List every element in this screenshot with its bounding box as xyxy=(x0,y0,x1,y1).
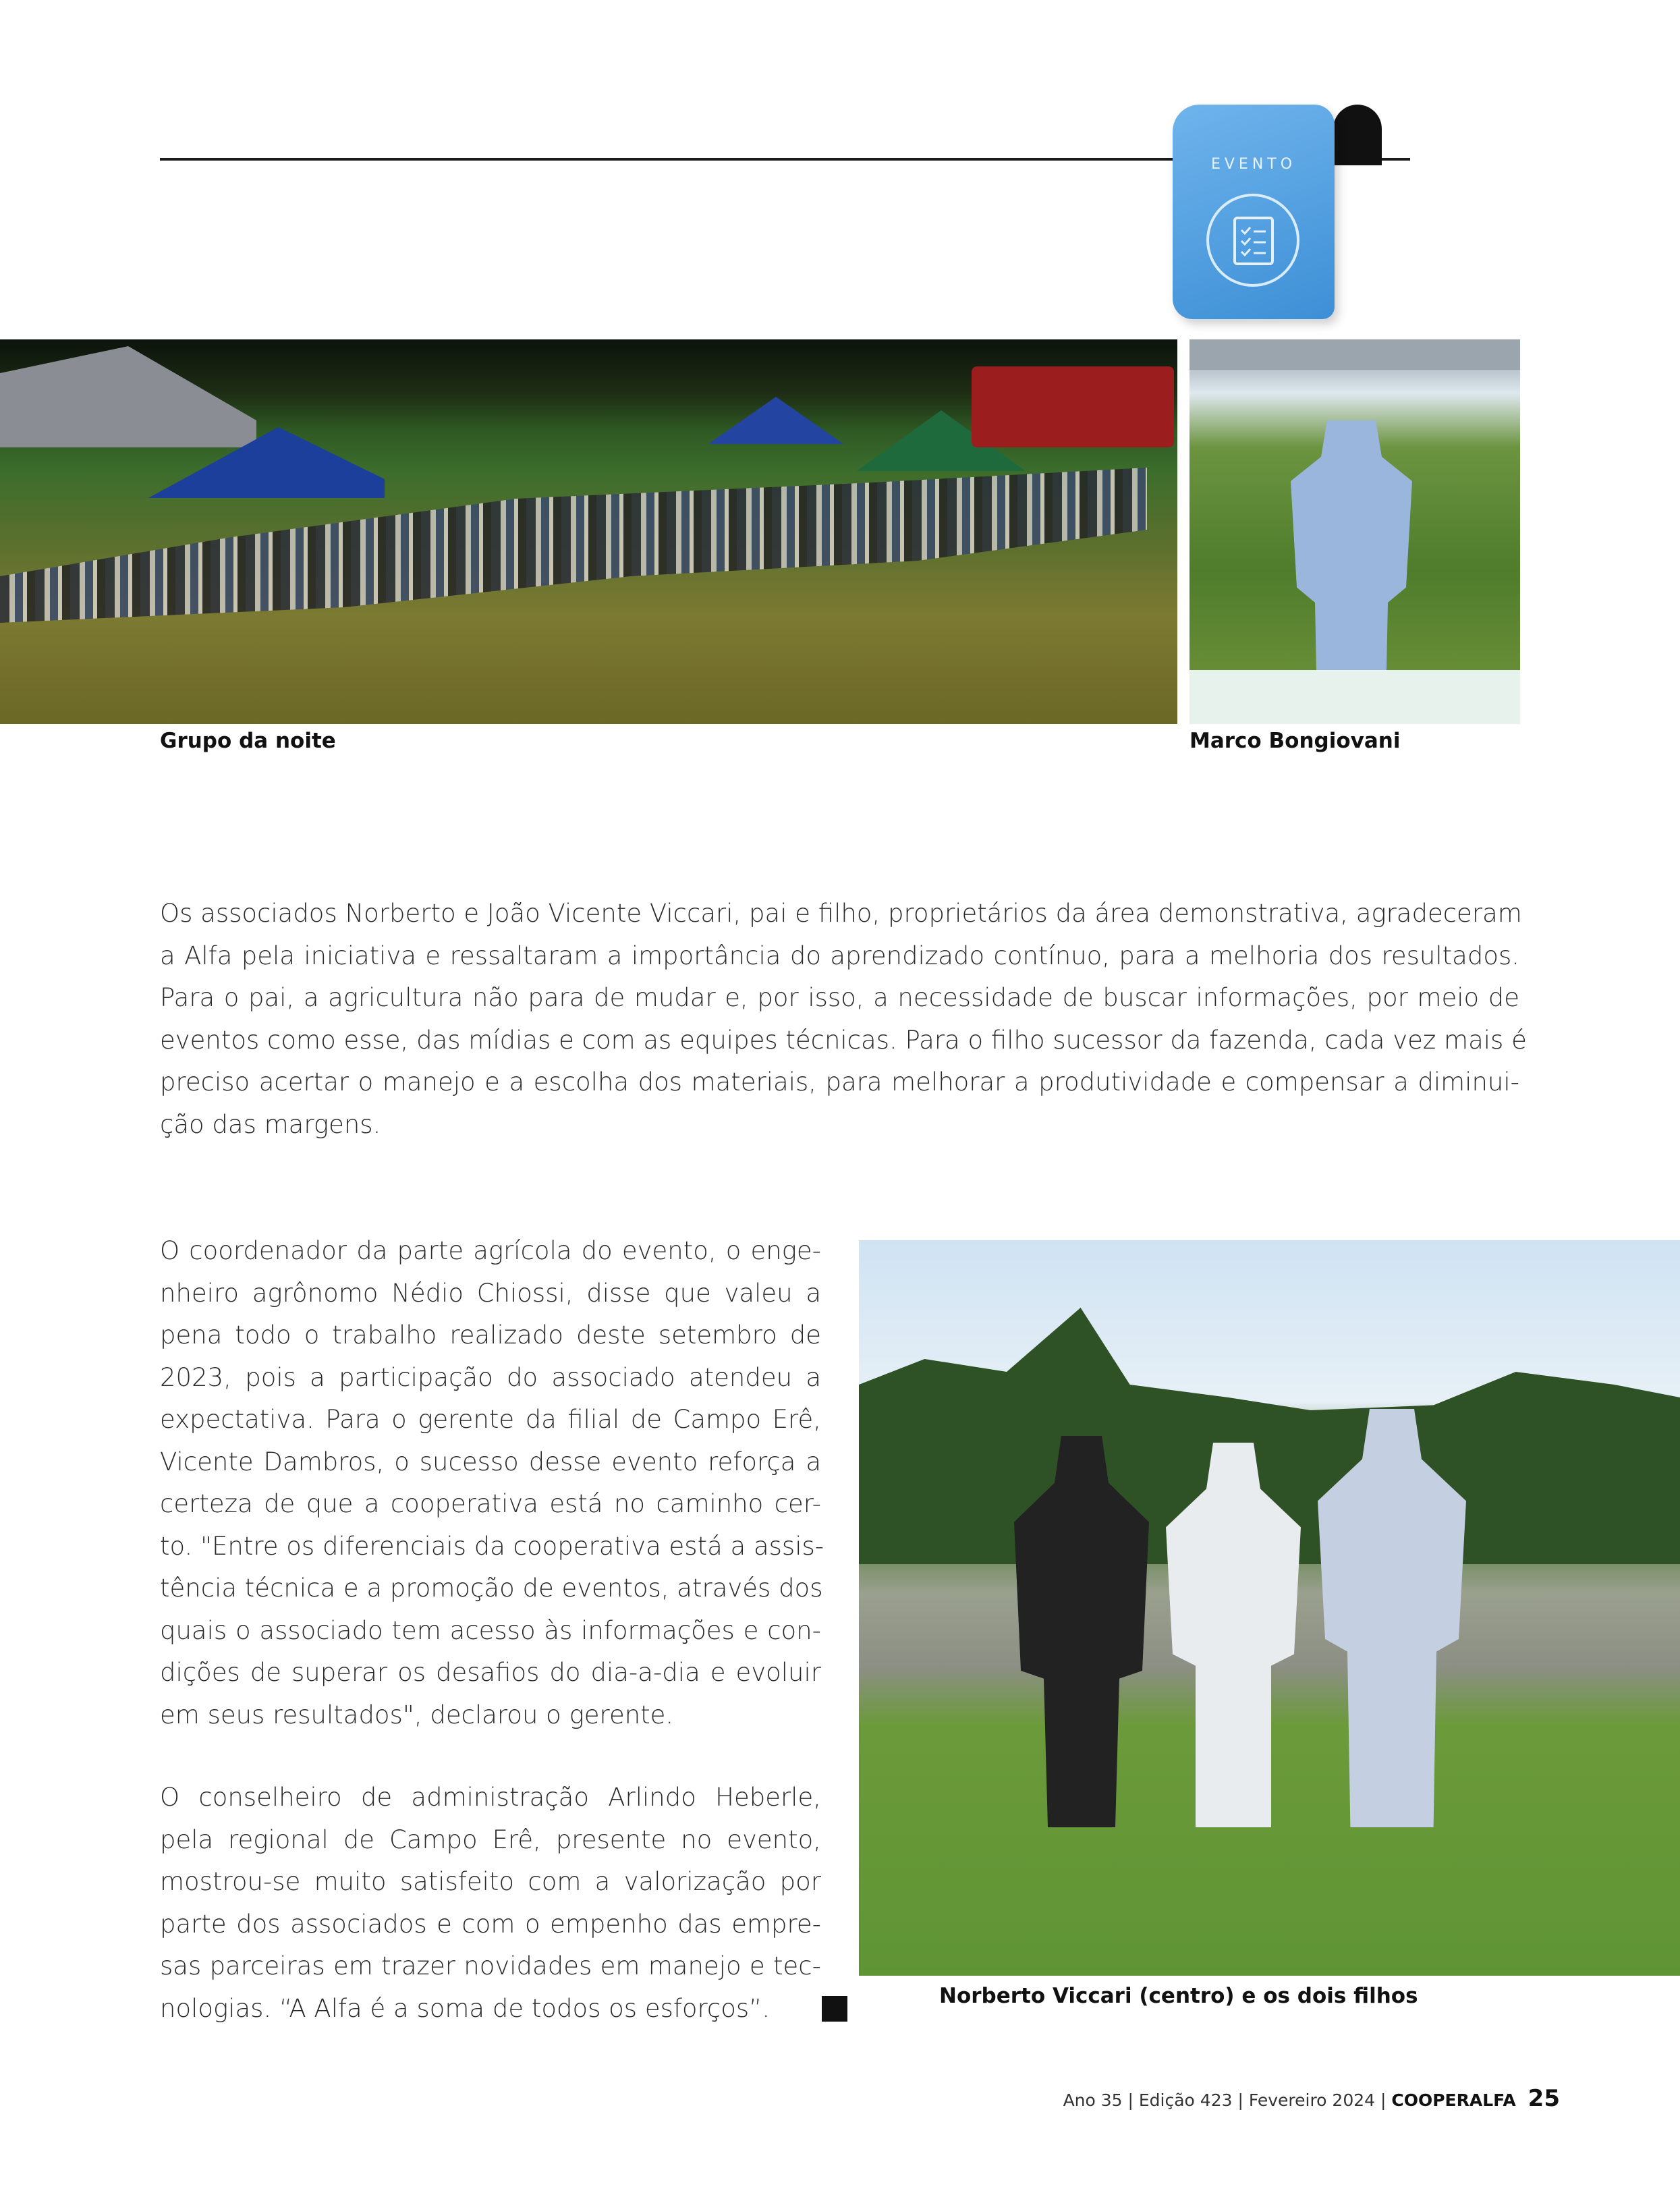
text-line: Vicente Dambros, o sucesso desse evento reforça a xyxy=(160,1447,821,1476)
text-line: 2023, pois a participação do associado atendeu a xyxy=(160,1362,821,1392)
text-line: pela regional de Campo Erê, presente no evento, xyxy=(160,1825,821,1854)
text-line: to. "Entre os diferenciais da cooperativa está a assis- xyxy=(160,1531,824,1561)
text-line: quais o associado tem acesso às informações e con- xyxy=(160,1615,821,1645)
banner xyxy=(1189,670,1520,724)
text-line: mostrou-se muito satisfeito com a valorização por xyxy=(160,1867,821,1896)
issue-info: Ano 35 | Edição 423 | Fevereiro 2024 | xyxy=(1063,2090,1387,2110)
speaker-photo xyxy=(1189,339,1520,724)
text-line: certeza de que a cooperativa está no caminho cer- xyxy=(160,1489,821,1518)
brand-name: COOPERALFA xyxy=(1391,2090,1516,2110)
text-line: em seus resultados", declarou o gerente. xyxy=(160,1700,674,1729)
page-number: 25 xyxy=(1528,2085,1560,2112)
text-line: Os associados Norberto e João Vicente Viccari, pai e filho, proprietários da área demonstrativa, agradeceram xyxy=(160,899,1522,928)
article-end-mark xyxy=(822,1996,847,2022)
text-line: sas parceiras em trazer novidades em manejo e tec- xyxy=(160,1951,821,1980)
text-line: expectativa. Para o gerente da filial de Campo Erê, xyxy=(160,1405,821,1434)
text-line: tência técnica e a promoção de eventos, através dos xyxy=(160,1574,823,1603)
text-line: Para o pai, a agricultura não para de mudar e, por isso, a necessidade de buscar informações, por meio de xyxy=(160,983,1519,1012)
section-tag: EVENTO xyxy=(1210,156,1297,173)
sprayer-machine xyxy=(972,366,1174,447)
tent xyxy=(708,397,843,444)
text-line: eventos como esse, das mídias e com as equipes técnicas. Para o filho sucessor da fazenda, cada vez mais é xyxy=(160,1025,1527,1055)
night-group-photo xyxy=(0,339,1177,724)
intro-paragraph xyxy=(160,893,1527,1146)
checklist-icon xyxy=(1206,194,1299,287)
coordinator-paragraph xyxy=(160,1230,824,1736)
family-photo xyxy=(859,1240,1680,1976)
text-line: a Alfa pela iniciativa e ressaltaram a importância do aprendizado contínuo, para a melhoria dos resultados. xyxy=(160,941,1519,970)
speaker-caption: Marco Bongiovani xyxy=(1189,729,1401,753)
council-paragraph xyxy=(160,1777,821,2030)
page-footer xyxy=(1063,2085,1560,2112)
text-line: nologias. “A Alfa é a soma de todos os esforços”. xyxy=(160,1993,771,2023)
canopy xyxy=(1189,339,1520,370)
section-tab xyxy=(1173,105,1382,321)
text-line: parte dos associados e com o empenho das empre- xyxy=(160,1909,821,1939)
text-line: ção das margens. xyxy=(160,1109,381,1139)
text-line: dições de superar os desafios do dia-a-dia e evoluir xyxy=(160,1658,821,1687)
text-line: pena todo o trabalho realizado deste setembro de xyxy=(160,1321,821,1350)
tab-curl xyxy=(1333,105,1382,165)
section-tab-body xyxy=(1173,105,1335,319)
text-line: O coordenador da parte agrícola do evento, o enge- xyxy=(160,1236,821,1265)
family-caption: Norberto Viccari (centro) e os dois filhos xyxy=(939,1984,1418,2008)
text-line: preciso acertar o manejo e a escolha dos materiais, para melhorar a produtividade e compensar a diminui- xyxy=(160,1067,1519,1096)
night-group-caption: Grupo da noite xyxy=(160,729,336,753)
text-line: nheiro agrônomo Nédio Chiossi, disse que valeu a xyxy=(160,1278,821,1308)
text-line: O conselheiro de administração Arlindo Heberle, xyxy=(160,1783,821,1812)
